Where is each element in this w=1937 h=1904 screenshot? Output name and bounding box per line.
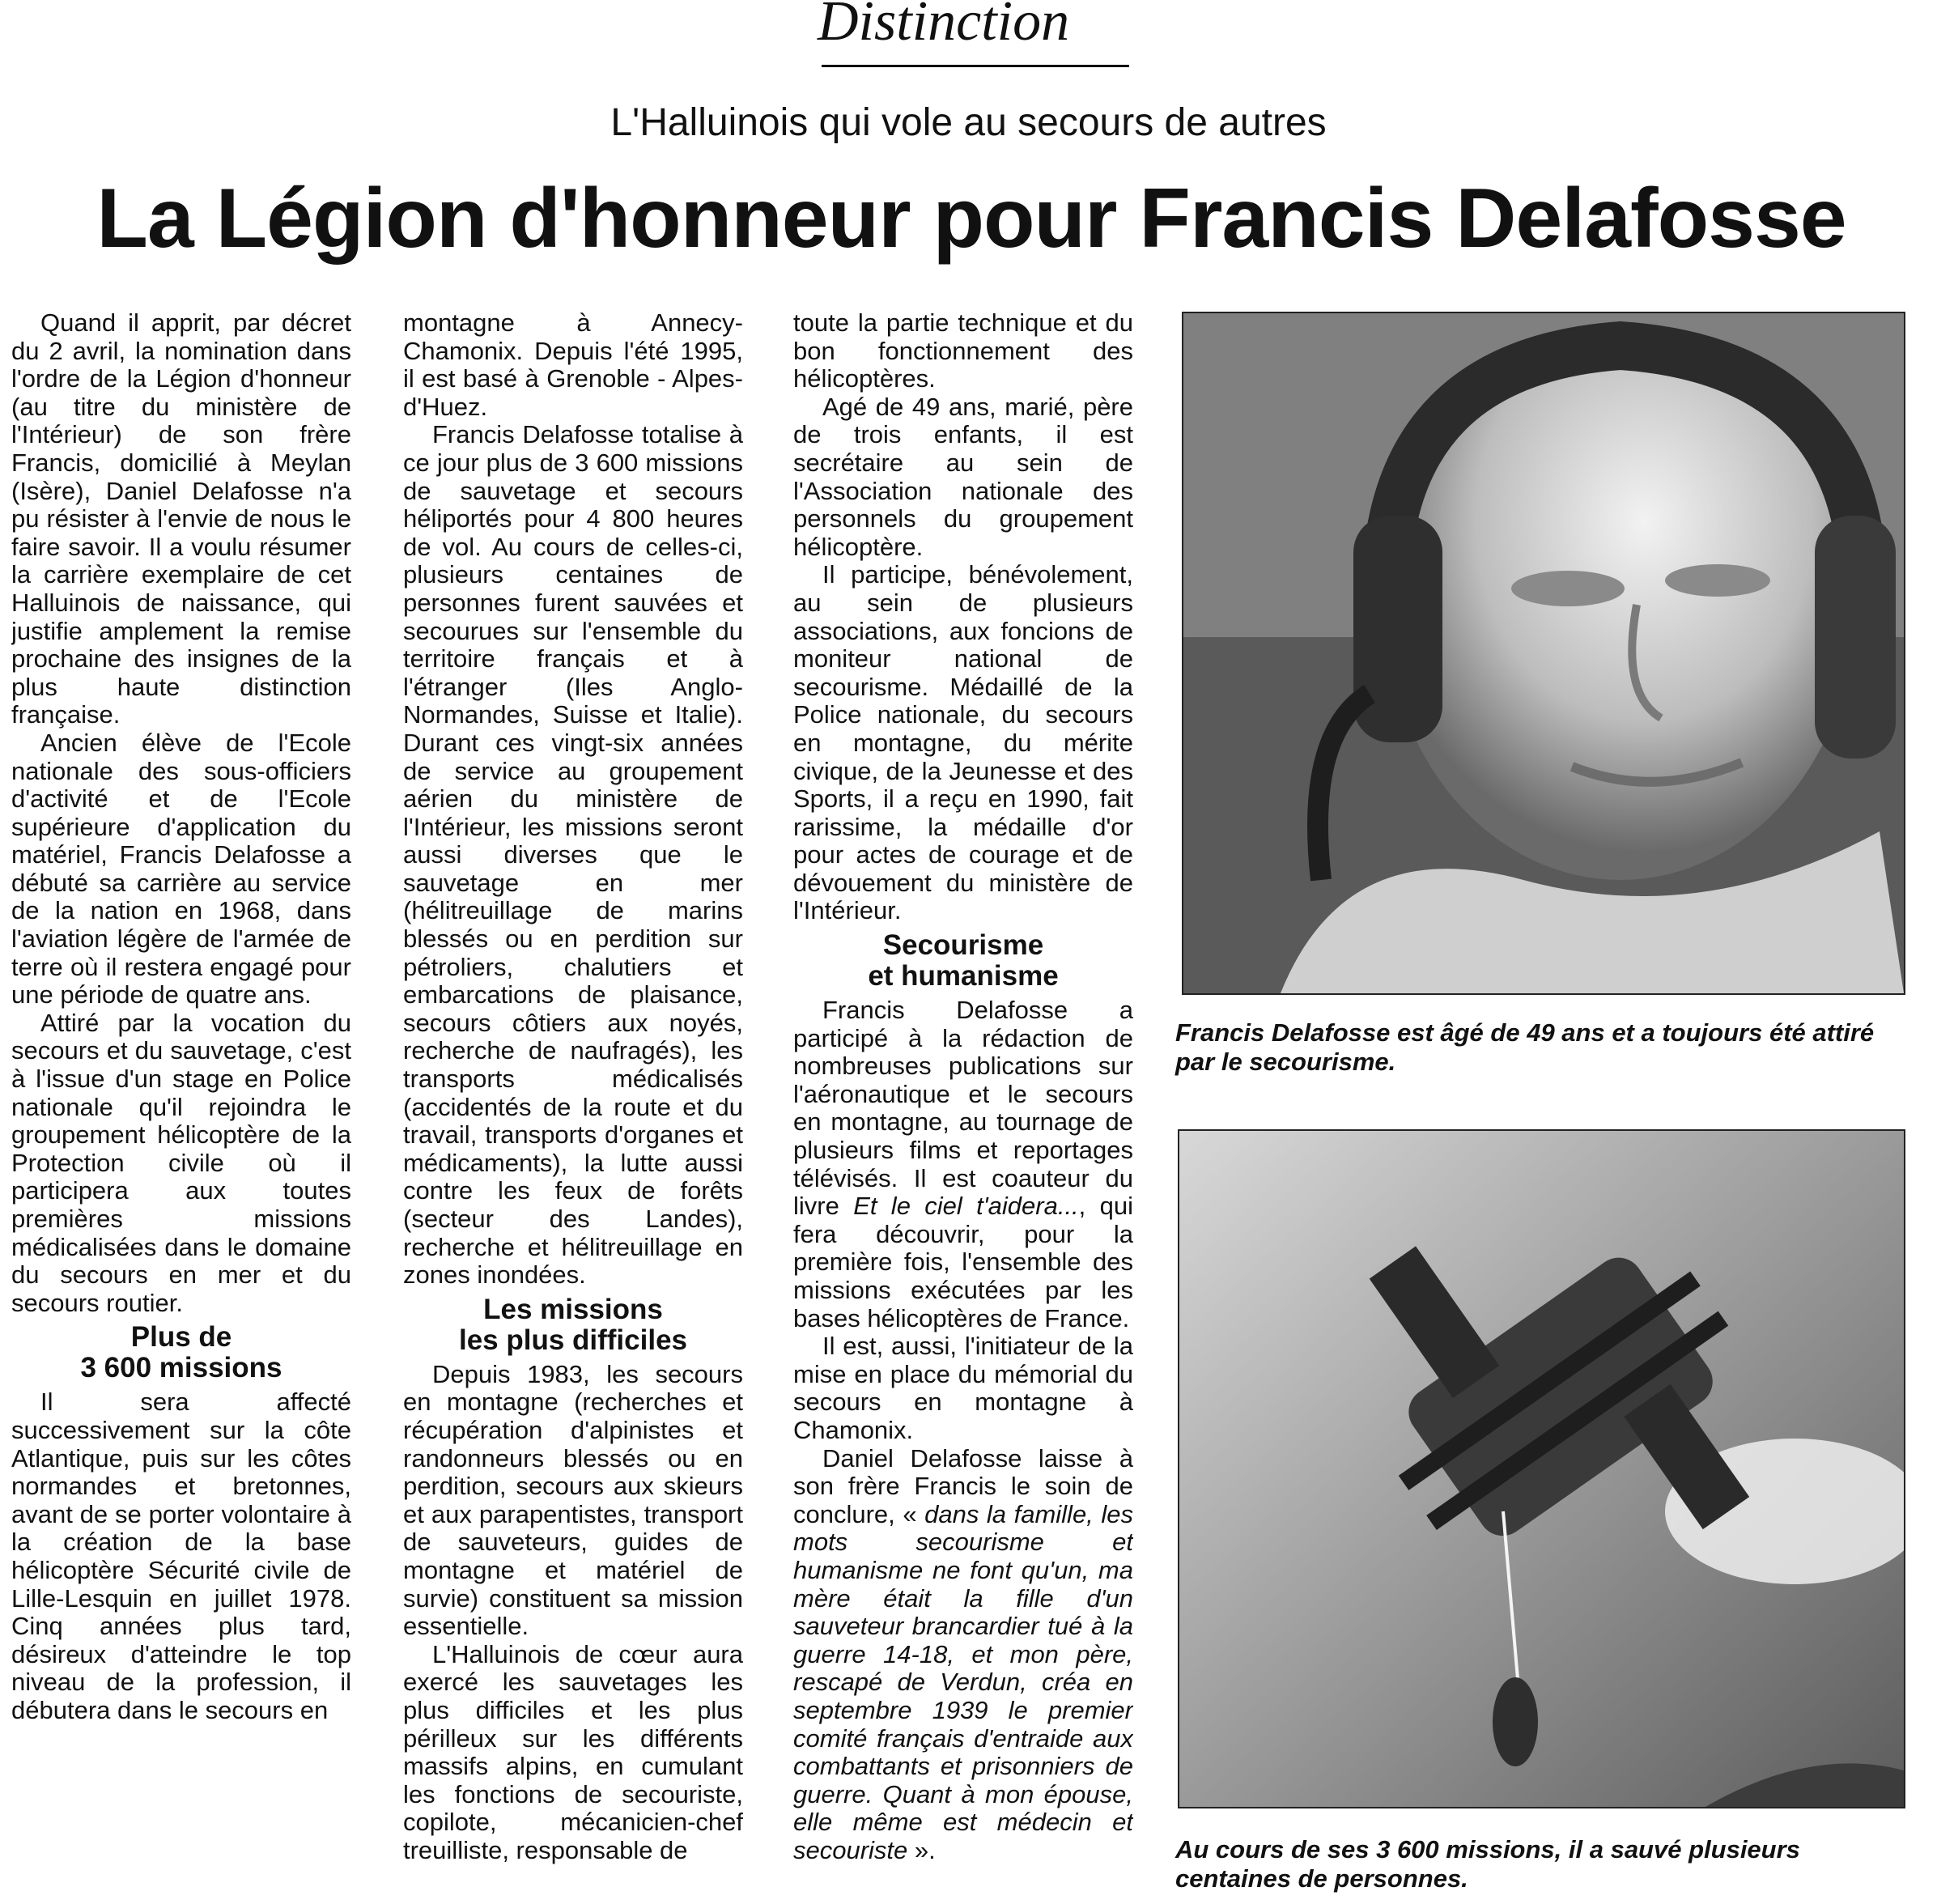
paragraph: Il sera affecté successivement sur la côte Atlantique, puis sur les côtes normandes et bretonnes, avant de se porter volontaire à la création de la base hélicoptère Sécurité civile de Lille-Lesquin en juillet 1978. Cinq années plus tard, désireux d'atteindre le top niveau de la profession, il débutera dans le secours en (11, 1388, 351, 1724)
kicker: L'Halluinois qui vole au secours de autres (610, 101, 1327, 144)
paragraph: Il participe, bénévolement, au sein de plusieurs associations, aux foncions de moniteur national de secourisme. Médaillé de la Police nationale, du secours en montagne, du mérite civique, de la Jeunesse et des Sports, il a reçu en 1990, fait rarissime, la médaille d'or pour actes de courage et de dévouement du ministère de l'Intérieur. (793, 560, 1133, 925)
paragraph: montagne à Annecy-Chamonix. Depuis l'été 1995, il est basé à Grenoble - Alpes-d'Huez. (403, 309, 743, 421)
paragraph: Depuis 1983, les secours en montagne (recherches et récupération d'alpinistes et randonneurs blessés ou en perdition, secours aux skieurs et aux parapentistes, transport de sauveteurs, guides de montagne et matériel de survie) constituent sa mission essentielle. (403, 1359, 743, 1641)
helicopter-illustration (1179, 1131, 1904, 1807)
subheading: Secourisme et humanisme (868, 929, 1059, 992)
helicopter-photo (1178, 1129, 1905, 1808)
column-2 (403, 309, 743, 1892)
helicopter-caption: Au cours de ses 3 600 missions, il a sauvé plusieurs centaines de personnes. (1175, 1835, 1800, 1893)
paragraph: Francis Delafosse a participé à la rédaction de nombreuses publications sur l'aéronautique et le secours en montagne, au tournage de plusieurs films et reportages télévisés. Il est coauteur du livre Et le ciel t'aidera..., qui fera découvrir, pour la première fois, l'ensemble des missions exécutées par les bases hélicoptères de France. (793, 996, 1133, 1332)
column-3 (793, 309, 1133, 1892)
paragraph: Quand il apprit, par décret du 2 avril, la nomination dans l'ordre de la Légion d'honneur (au titre du ministère de l'Intérieur) de son frère Francis, domicilié à Meylan (Isère), Daniel Delafosse n'a pu résister à l'envie de nous le faire savoir. Il a voulu résumer la carrière exemplaire de cet Halluinois de naissance, qui justifie amplement la remise prochaine des insignes de la plus haute distinction française. (11, 309, 351, 729)
paragraph: Francis Delafosse totalise à ce jour plus de 3 600 missions de sauvetage et secours héliportés pour 4 800 heures de vol. Au cours de celles-ci, plusieurs centaines de personnes furent sauvées et secourues sur l'ensemble du territoire français et à l'étranger (Iles Anglo-Normandes, Suisse et Italie). Durant ces vingt-six années de service au groupement aérien du ministère de l'Intérieur, les missions seront aussi diverses que le sauvetage en mer (hélitreuillage de marins blessés ou en perdition sur pétroliers, chalutiers et embarcations de plaisance, secours côtiers aux noyés, recherche de naufragés), les transports médicalisés (accidentés de la route et du travail, transports d'organes et médicaments), la lutte aussi contre les feux de forêts (secteur des Landes), recherche et hélitreuillage en zones inondées. (403, 420, 743, 1290)
headline: La Légion d'honneur pour Francis Delafosse (96, 172, 1846, 266)
paragraph: Il est, aussi, l'initiateur de la mise en place du mémorial du secours en montagne à Chamonix. (793, 1332, 1133, 1444)
paragraph: Attiré par la vocation du secours et du sauvetage, c'est à l'issue d'un stage en Police nationale qu'il rejoindra le groupement hélicoptère de la Protection civile où il participera aux toutes premières missions médicalisées dans le domaine du secours en mer et du secours routier. (11, 1008, 351, 1317)
column-1 (11, 309, 351, 1892)
rubric-rule (822, 65, 1129, 67)
paragraph: L'Halluinois de cœur aura exercé les sauvetages les plus difficiles et les plus périlleux sur les différents massifs alpins, en cumulant les fonctions de secouriste, copilote, mécanicien-chef treuilliste, responsable de (403, 1639, 743, 1864)
paragraph: Ancien élève de l'Ecole nationale des sous-officiers d'activité et de l'Ecole supérieure d'application du matériel, Francis Delafosse a débuté sa carrière au service de la nation en 1968, dans l'aviation légère de l'armée de terre où il restera engagé pour une période de quatre ans. (11, 728, 351, 1009)
portrait-caption: Francis Delafosse est âgé de 49 ans et a toujours été attiré par le secourisme. (1175, 1018, 1875, 1076)
book-title: Et le ciel t'aidera... (853, 1192, 1079, 1221)
subheading: Plus de 3 600 missions (80, 1321, 282, 1384)
subheading: Les missions les plus difficiles (458, 1293, 688, 1356)
paragraph: Agé de 49 ans, marié, père de trois enfants, il est secrétaire au sein de l'Association nationale des personnels du groupement hélicoptère. (793, 392, 1133, 561)
quote: dans la famille, les mots secourisme et humanisme ne font qu'un, ma mère était la fille d'un sauveteur brancardier tué à la guerre 14-18, et mon père, rescapé de Verdun, créa en septembre 1939 le premier comité français d'entraide aux combattants et prisonniers de guerre. Quant à mon épouse, elle même est médecin et secouriste (793, 1499, 1133, 1864)
portrait-illustration (1183, 313, 1904, 993)
rubric-title: Distinction (818, 0, 1070, 53)
portrait-photo (1182, 312, 1905, 995)
paragraph: Daniel Delafosse laisse à son frère Francis le soin de conclure, « dans la famille, les mots secourisme et humanisme ne font qu'un, ma mère était la fille d'un sauveteur brancardier tué à la guerre 14-18, et mon père, rescapé de Verdun, créa en septembre 1939 le premier comité français d'entraide aux combattants et prisonniers de guerre. Quant à mon épouse, elle même est médecin et secouriste ». (793, 1443, 1133, 1864)
paragraph: toute la partie technique et du bon fonctionnement des hélicoptères. (793, 309, 1133, 393)
